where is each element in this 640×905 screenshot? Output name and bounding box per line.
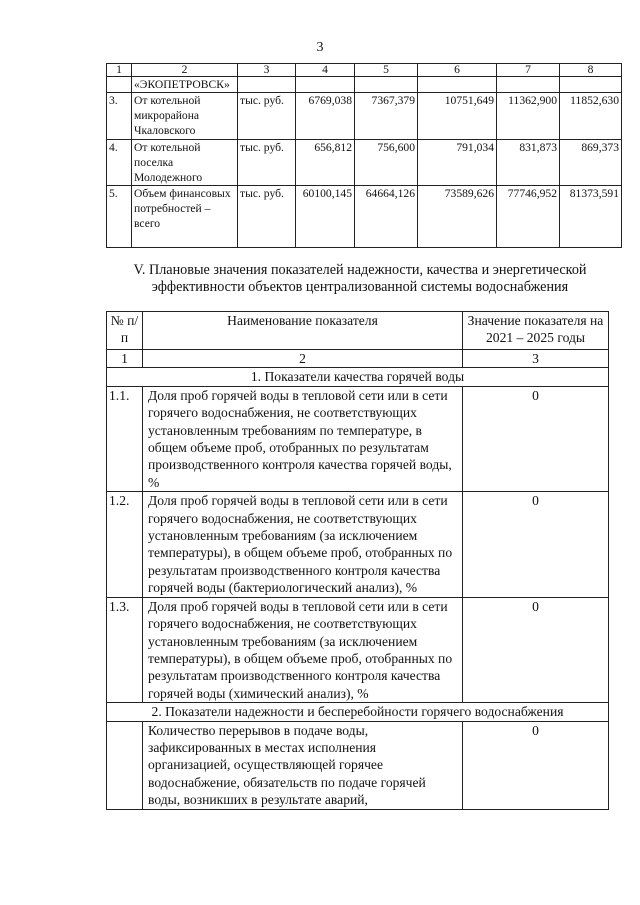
row-number: 3. — [107, 93, 132, 140]
row-value: 831,873 — [497, 140, 560, 186]
row-value: 60100,145 — [296, 186, 355, 248]
row-value: 10751,649 — [418, 93, 497, 140]
section-row — [107, 703, 609, 721]
row-name: Доля проб горячей воды в тепловой сети или в сети горячего водоснабжения, не соответствующих установленным требованиям (за исключением температуры), в общем объеме проб, отобранных по результатам производственного контроля качества горячей воды (химический анализ), % — [143, 597, 463, 702]
row-number — [107, 721, 143, 809]
table1-header-cell: 3 — [238, 64, 296, 77]
table-row — [107, 721, 609, 809]
table2-header-row — [107, 312, 609, 350]
row-name: Объем финансовых потребностей – всего — [132, 186, 238, 248]
row-value: 656,812 — [296, 140, 355, 186]
page-number: 3 — [316, 40, 324, 55]
table1-header-cell: 1 — [107, 64, 132, 77]
row-number: 1.1. — [107, 386, 143, 491]
table-row — [107, 597, 609, 702]
row-value: 0 — [463, 597, 609, 702]
row-name: Доля проб горячей воды в тепловой сети или в сети горячего водоснабжения, не соответствующих установленным требованиям по температуре, в общем объеме проб, отобранных по результатам производственного контроля качества горячей воды, % — [143, 386, 463, 491]
row-number: 1.3. — [107, 597, 143, 702]
section-title: 1. Показатели качества горячей воды — [107, 368, 609, 386]
row-value: 81373,591 — [560, 186, 622, 248]
row-value: 756,600 — [355, 140, 418, 186]
table-row — [107, 492, 609, 597]
section-heading: V. Плановые значения показателей надежности, качества и энергетической эффективности объектов централизованной системы водоснабжения — [133, 262, 587, 295]
row-value: 77746,952 — [497, 186, 560, 248]
table1-header-cell: 7 — [497, 64, 560, 77]
header-name: Наименование показателя — [143, 312, 463, 350]
row-name: От котельной микрорайона Чкаловского — [132, 93, 238, 140]
table-row — [107, 77, 622, 93]
header-number: № п/п — [107, 312, 143, 350]
row-value: 6769,038 — [296, 93, 355, 140]
row-unit: тыс. руб. — [238, 140, 296, 186]
row-value: 7367,379 — [355, 93, 418, 140]
row-value: 73589,626 — [418, 186, 497, 248]
row-value: 791,034 — [418, 140, 497, 186]
row-name: Количество перерывов в подаче воды, зафиксированных в местах исполнения организацией, осуществляющей горячее водоснабжение, обязательств по подаче горячей воды, возникших в результате аварий, — [143, 721, 463, 809]
table-row — [107, 186, 622, 248]
table1-header-cell: 8 — [560, 64, 622, 77]
section-title: 2. Показатели надежности и бесперебойности горячего водоснабжения — [107, 703, 609, 721]
row-value: 11852,630 — [560, 93, 622, 140]
row-unit: тыс. руб. — [238, 186, 296, 248]
table-row — [107, 140, 622, 186]
colnum-cell: 3 — [463, 350, 609, 368]
section-row — [107, 368, 609, 386]
table1-header-cell: 6 — [418, 64, 497, 77]
table1-header-cell: 2 — [132, 64, 238, 77]
row-number: 5. — [107, 186, 132, 248]
row-value: 64664,126 — [355, 186, 418, 248]
table1-header-cell: 5 — [355, 64, 418, 77]
indicators-table — [106, 311, 609, 810]
row-unit: тыс. руб. — [238, 93, 296, 140]
row-name: От котельной поселка Молодежного — [132, 140, 238, 186]
table-row — [107, 386, 609, 491]
row-value: 869,373 — [560, 140, 622, 186]
row-value: 0 — [463, 492, 609, 597]
table2-colnum-row — [107, 350, 609, 368]
row-value: 0 — [463, 721, 609, 809]
row-number: 4. — [107, 140, 132, 186]
row-name: Доля проб горячей воды в тепловой сети или в сети горячего водоснабжения, не соответствующих установленным требованиям (за исключением температуры), в общем объеме проб, отобранных по результатам производственного контроля качества горячей воды (бактериологический анализ), % — [143, 492, 463, 597]
table-row — [107, 93, 622, 140]
row-name: «ЭКОПЕТРОВСК» — [132, 77, 238, 93]
row-value: 11362,900 — [497, 93, 560, 140]
row-number: 1.2. — [107, 492, 143, 597]
header-value: Значение показателя на 2021 – 2025 годы — [463, 312, 609, 350]
row-value: 0 — [463, 386, 609, 491]
financial-needs-table — [106, 63, 622, 248]
table1-header-cell: 4 — [296, 64, 355, 77]
table1-header-row — [107, 64, 622, 77]
colnum-cell: 1 — [107, 350, 143, 368]
colnum-cell: 2 — [143, 350, 463, 368]
